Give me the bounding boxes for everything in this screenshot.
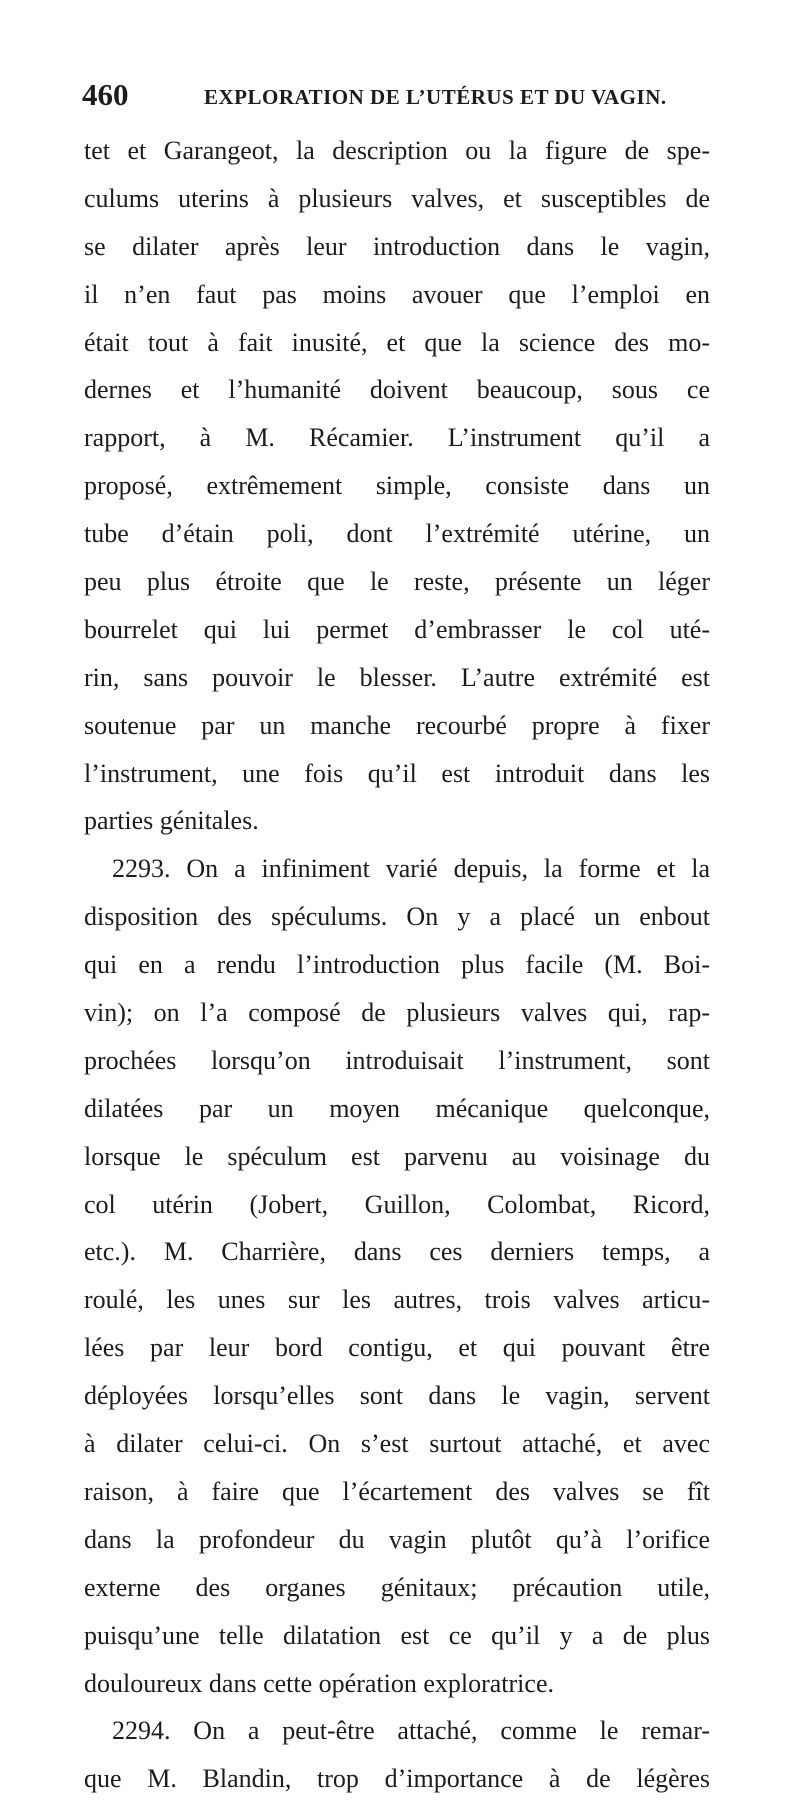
text-line: rapport, à M. Récamier. L’instrument qu’il a	[84, 423, 710, 453]
body-text	[84, 127, 710, 1803]
text-line: prochées lorsqu’on introduisait l’instrument, sont	[84, 1045, 710, 1075]
text-line: se dilater après leur introduction dans le vagin,	[84, 231, 710, 261]
text-line: tet et Garangeot, la description ou la figure de spe-	[84, 136, 710, 165]
text-line: soutenue par un manche recourbé propre à fixer	[84, 710, 710, 740]
text-line: etc.). M. Charrière, dans ces derniers temps, a	[84, 1237, 710, 1267]
text-line: rin, sans pouvoir le blesser. L’autre extrémité est	[84, 662, 710, 692]
text-line: proposé, extrêmement simple, consiste dans un	[84, 471, 710, 501]
page-header	[82, 75, 722, 115]
paragraph-2294-start: 2294. On a peut-être attaché, comme le remar-	[112, 1716, 710, 1746]
text-line: l’instrument, une fois qu’il est introduit dans les	[84, 758, 710, 788]
paragraph-end-line: douloureux dans cette opération exploratrice.	[84, 1668, 554, 1698]
text-line: disposition des spéculums. On y a placé un enbout	[84, 902, 710, 932]
paragraph-2293-start: 2293. On a infiniment varié depuis, la forme et la	[112, 854, 710, 884]
text-line: qui en a rendu l’introduction plus facile (M. Boi-	[84, 950, 710, 980]
text-line: tube d’étain poli, dont l’extrémité utérine, un	[84, 519, 710, 549]
text-line: à dilater celui-ci. On s’est surtout attaché, et avec	[84, 1429, 710, 1459]
text-line: que M. Blandin, trop d’importance à de légères	[84, 1764, 710, 1794]
text-line: il n’en faut pas moins avouer que l’emploi en	[84, 279, 710, 309]
text-line: peu plus étroite que le reste, présente un léger	[84, 567, 710, 597]
text-line: raison, à faire que l’écartement des valves se fît	[84, 1476, 710, 1506]
text-line: culums uterins à plusieurs valves, et susceptibles de	[84, 183, 710, 213]
page-number: 460	[82, 77, 129, 112]
text-line: vin); on l’a composé de plusieurs valves qui, rap-	[84, 998, 710, 1028]
text-line: dernes et l’humanité doivent beaucoup, sous ce	[84, 375, 710, 405]
running-title: EXPLORATION DE L’UTÉRUS ET DU VAGIN.	[204, 85, 667, 109]
text-line: externe des organes génitaux; précaution utile,	[84, 1572, 710, 1602]
text-line: lées par leur bord contigu, et qui pouvant être	[84, 1333, 710, 1363]
text-line: roulé, les unes sur les autres, trois valves articu-	[84, 1285, 710, 1315]
text-line: bourrelet qui lui permet d’embrasser le col uté-	[84, 614, 710, 644]
text-line: dans la profondeur du vagin plutôt qu’à l’orifice	[84, 1524, 710, 1554]
text-line: lorsque le spéculum est parvenu au voisinage du	[84, 1141, 710, 1171]
text-line: col utérin (Jobert, Guillon, Colombat, Ricord,	[84, 1189, 710, 1219]
text-line: était tout à fait inusité, et que la science des mo-	[84, 327, 710, 357]
text-line: déployées lorsqu’elles sont dans le vagin, servent	[84, 1381, 710, 1411]
text-line: puisqu’une telle dilatation est ce qu’il y a de plus	[84, 1620, 710, 1650]
text-line: dilatées par un moyen mécanique quelconque,	[84, 1093, 710, 1123]
paragraph-end-line: parties génitales.	[84, 806, 259, 836]
